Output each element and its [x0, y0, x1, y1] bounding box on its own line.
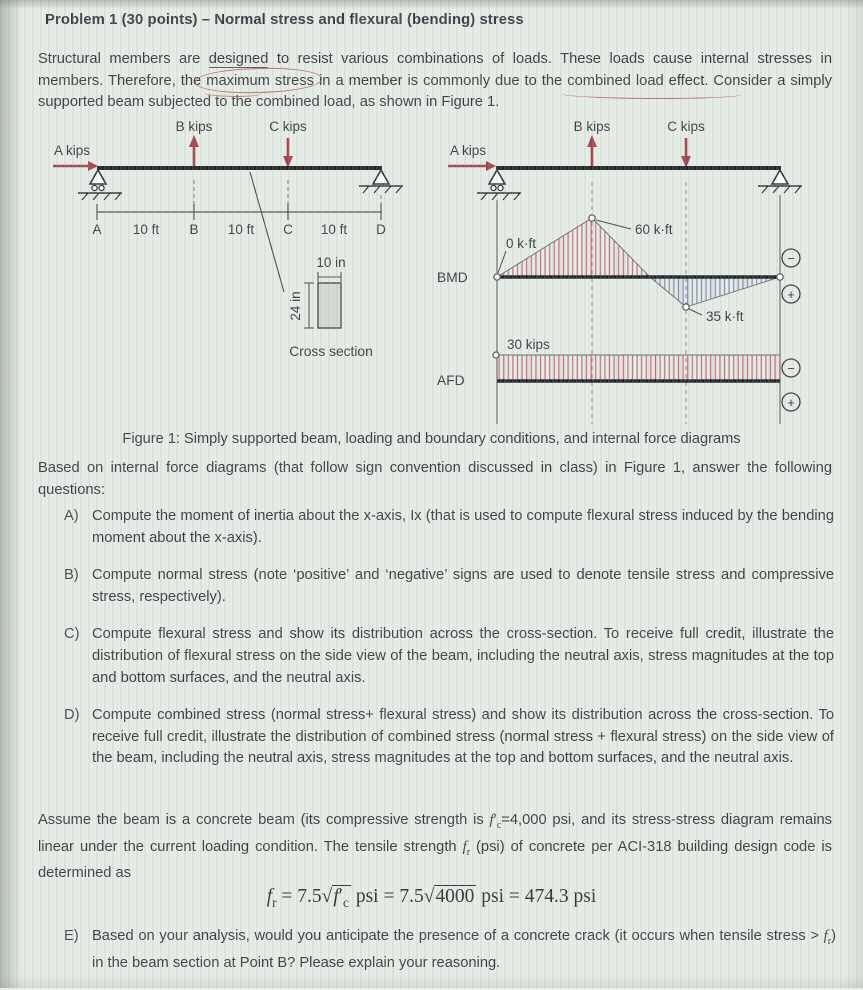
intro-text-1: Structural members are	[38, 51, 209, 67]
tensile-strength-formula	[0, 886, 863, 911]
cross-section-diagram	[288, 255, 373, 359]
afd-plus-sign: +	[787, 395, 795, 410]
question-a-text: Compute the moment of inertia about the x-axis, Ix (that is used to compute flexural stress induced by the bending moment about the x-axis).	[92, 508, 834, 546]
intro-text-3: in a member is commonly due to the	[314, 72, 568, 89]
formula-result: = 474.3 psi	[504, 886, 597, 907]
load-arrow-b2-up-icon	[587, 135, 597, 167]
question-c	[64, 624, 834, 689]
figure-caption: Figure 1: Simply supported beam, loading and boundary conditions, and internal force diagrams	[122, 431, 741, 447]
question-e-fr-symbol: $f_r$	[823, 928, 832, 947]
support-d-icon	[359, 170, 403, 193]
intro-underlined-designed: designed	[208, 51, 269, 67]
afd-minus-sign: −	[787, 361, 795, 376]
load-label-c: C kips	[269, 119, 307, 134]
radical-sign-1: √	[321, 886, 333, 907]
assume-paragraph	[38, 810, 832, 885]
dim-label-a: A	[92, 222, 102, 237]
section-cut-line	[250, 172, 284, 292]
question-c-text: Compute flexural stress and show its distribution across the cross-section. To receive full credit, illustrate the distribution of flexural stress on the side view of the beam, including the neutral axis, stress magnitudes at the top and bottom surfaces, and the neutral axis.	[92, 626, 834, 686]
question-list	[64, 506, 834, 786]
bmd-zero-value: 0 k·ft	[505, 236, 537, 251]
question-e	[64, 926, 836, 990]
fc-symbol: $f'_c$	[489, 812, 502, 831]
question-e-letter: E)	[64, 928, 79, 944]
lead-paragraph: Based on internal force diagrams (that follow sign convention discussed in class) in Figure 1, answer the following questions:	[38, 460, 832, 498]
load-label-a: A kips	[53, 143, 91, 158]
beam-loading-diagram	[53, 119, 403, 359]
fr-symbol: $f_r$	[462, 838, 471, 858]
formula-eq2: = 7.5	[378, 886, 424, 907]
load-arrow-a-icon	[53, 161, 98, 171]
assume-text-1: Assume the beam is a concrete beam (its compressive strength is	[38, 812, 490, 828]
intro-text-2: to resist various combinations of loads. These loads cause internal stresses in members. Therefore, the	[38, 51, 832, 89]
formula-psi-2: psi	[476, 886, 505, 907]
radicand-fc: $f'_c$	[333, 886, 349, 910]
dim-label-c: C	[283, 222, 293, 237]
bmd-max-value: 60 k·ft	[635, 222, 673, 237]
dim-label-10ft-1: 10 ft	[132, 222, 160, 237]
cross-section-rect	[318, 283, 341, 328]
pen-circled-maximum-stress: maximum stress	[206, 72, 315, 89]
dim-label-d: D	[376, 222, 386, 237]
formula-psi-1: psi	[350, 886, 379, 907]
intro-text-4: Consider a simply supported beam subjected to the combined load, as shown in Figure 1.	[38, 72, 832, 111]
question-c-letter: C)	[64, 626, 80, 643]
dim-label-10ft-3: 10 ft	[320, 222, 348, 237]
question-d-text: Compute combined stress (normal stress+ flexural stress) and show its distribution across the cross-section. To receive full credit, illustrate the distribution of combined stress (normal stress + flexural stress) on the side view of the beam, including the neutral axis, stress magnitudes at the top and bottom surfaces, and the neutral axis.	[92, 707, 834, 767]
bmd-minus-sign: −	[787, 251, 795, 266]
support-d2-icon	[758, 170, 802, 193]
cross-section-height-label: 24 in	[288, 291, 303, 321]
assume-text-3: (psi) of concrete per ACI-318 building design code is determined as	[38, 838, 832, 882]
support-a2-icon	[477, 170, 521, 200]
afd-label: AFD	[437, 373, 465, 388]
load-arrow-c-down-icon	[283, 138, 293, 168]
question-d	[64, 705, 834, 770]
afd-value: 30 kips	[507, 337, 550, 352]
afd-sign-convention	[782, 359, 800, 411]
load-arrow-b-up-icon	[189, 135, 199, 167]
formula-fr: f	[266, 886, 273, 907]
page-title: Problem 1 (30 points) – Normal stress and flexural (bending) stress	[45, 12, 524, 28]
bmd-label: BMD	[437, 270, 468, 285]
internal-force-diagram	[437, 119, 802, 424]
dim-label-10ft-2: 10 ft	[227, 222, 255, 237]
dim-label-b: B	[189, 222, 199, 237]
bmd-negative-area	[650, 277, 780, 307]
formula-fr-sub: r	[272, 894, 277, 910]
bmd-min-value: 35 k·ft	[706, 309, 744, 324]
question-d-letter: D)	[64, 707, 80, 724]
load-arrow-c2-down-icon	[681, 138, 691, 168]
question-b-letter: B)	[64, 567, 79, 584]
figure-1-diagram	[0, 0, 863, 430]
cross-section-caption: Cross section	[289, 344, 373, 359]
question-e-row	[64, 926, 836, 974]
assume-text-2: =4,000 psi, and its stress-stress diagram remains linear under the current loading condition. The tensile strength	[38, 812, 832, 855]
question-a-letter: A)	[64, 508, 79, 524]
pen-underlined-combined-load-effect: combined load effect.	[567, 72, 709, 89]
bmd-sign-convention	[782, 249, 800, 303]
question-e-text-1: Based on your analysis, would you anticipate the presence of a concrete crack (it occurs when tensile stress >	[92, 928, 824, 944]
load-label-c-2: C kips	[667, 119, 705, 134]
radical-sign-2: √	[423, 886, 435, 907]
load-arrow-a2-icon	[448, 161, 496, 171]
formula-eq1: = 7.5	[276, 886, 322, 907]
load-label-a-2: A kips	[449, 143, 487, 158]
question-e-text-2: ) in the beam section at Point B? Please explain your reasoning.	[92, 928, 836, 971]
load-label-b: B kips	[175, 119, 213, 134]
question-a	[64, 506, 834, 549]
dimension-line	[97, 204, 382, 220]
bmd-plot	[437, 215, 800, 324]
cross-section-width-label: 10 in	[316, 255, 346, 270]
question-b	[64, 565, 834, 608]
question-e-text	[92, 926, 836, 974]
afd-area	[497, 355, 780, 381]
bmd-plus-sign: +	[787, 287, 795, 302]
afd-plot	[437, 337, 800, 411]
radicand-4000: 4000	[435, 886, 475, 907]
question-b-text: Compute normal stress (note ‘positive’ and ‘negative’ signs are used to denote tensile stress and compressive stress, respectively).	[92, 567, 834, 605]
load-label-b-2: B kips	[573, 119, 611, 134]
diagram-dashed-guides	[592, 182, 686, 424]
support-a-icon	[78, 170, 122, 200]
dimension-labels	[92, 222, 386, 237]
